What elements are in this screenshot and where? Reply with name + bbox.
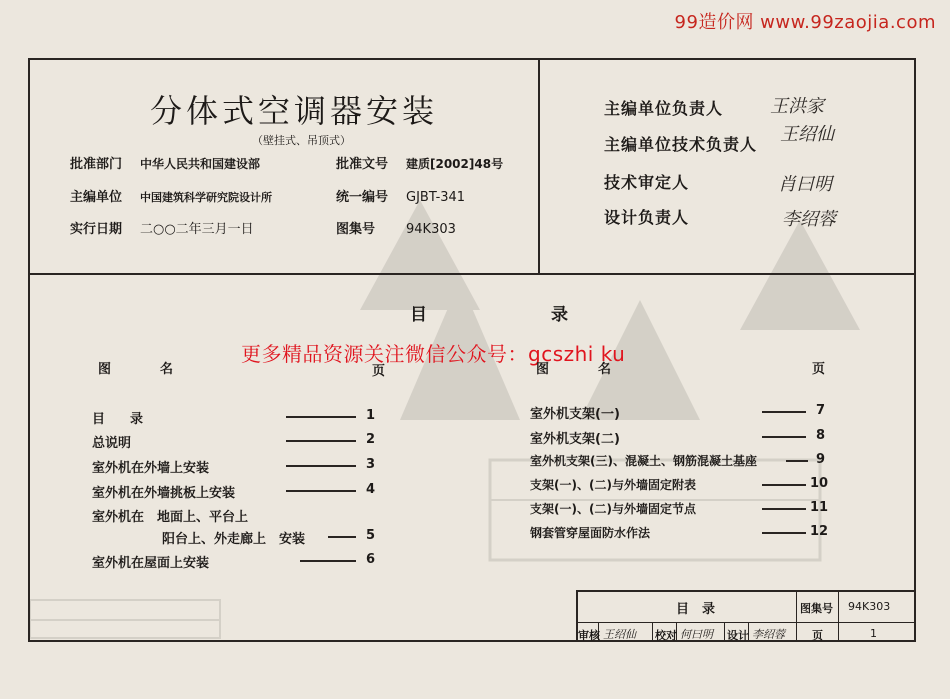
left-col-name-header: 图 名 bbox=[98, 362, 192, 377]
unified-no-label: 统一编号 bbox=[336, 190, 389, 205]
signature-name-1: 王绍仙 bbox=[780, 124, 834, 145]
toc-left-3-name: 室外机在外墙挑板上安装 bbox=[92, 486, 236, 501]
tb-atlas-label: 图集号 bbox=[800, 602, 833, 615]
toc-left-2-page: 3 bbox=[366, 457, 376, 472]
unified-no: GJBT-341 bbox=[406, 190, 466, 205]
tb-page-label: 页 bbox=[812, 629, 823, 642]
atlas-no: 94K303 bbox=[406, 222, 456, 237]
toc-leader bbox=[286, 416, 356, 418]
signature-role-3: 设计负责人 bbox=[604, 208, 690, 227]
toc-left-2-name: 室外机在外墙上安装 bbox=[92, 461, 210, 476]
effective-date: 二○○二年三月一日 bbox=[140, 222, 254, 237]
toc-leader bbox=[762, 436, 806, 438]
tb-check-label: 校对 bbox=[655, 629, 677, 642]
meta-row-approval bbox=[70, 153, 503, 172]
document-title: 分体式空调器安装 bbox=[150, 92, 439, 130]
tb-check-sign: 何曰明 bbox=[680, 628, 713, 641]
contents-title: 目 录 bbox=[410, 305, 598, 325]
toc-leader bbox=[286, 490, 356, 492]
signature-role-1: 主编单位技术负责人 bbox=[604, 135, 758, 154]
site-watermark: 99造价网 www.99zaojia.com bbox=[674, 12, 936, 33]
signature-role-2: 技术审定人 bbox=[604, 173, 690, 192]
toc-left-5-page: 5 bbox=[366, 528, 376, 543]
toc-right-3-name: 支架(一)、(二)与外墙固定附表 bbox=[530, 478, 696, 492]
title-block-divider bbox=[796, 590, 797, 642]
toc-right-0-page: 7 bbox=[816, 403, 826, 418]
title-block-divider bbox=[838, 590, 839, 642]
toc-leader bbox=[762, 411, 806, 413]
signature-name-3: 李绍蓉 bbox=[782, 209, 836, 230]
left-col-page-header: 页 bbox=[372, 364, 386, 379]
atlas-no-label: 图集号 bbox=[336, 222, 376, 237]
approval-doc-label: 批准文号 bbox=[336, 157, 389, 172]
toc-leader bbox=[762, 532, 806, 534]
toc-left-6-page: 6 bbox=[366, 552, 376, 567]
meta-row-editor bbox=[70, 186, 465, 205]
toc-left-5-name: 阳台上、外走廊上 安装 bbox=[162, 532, 306, 547]
right-col-name-header: 图 名 bbox=[536, 362, 630, 377]
toc-left-6-name: 室外机在屋面上安装 bbox=[92, 556, 210, 571]
toc-right-4-page: 11 bbox=[810, 500, 829, 515]
toc-right-4-name: 支架(一)、(二)与外墙固定节点 bbox=[530, 502, 696, 516]
tb-review-sign: 王绍仙 bbox=[603, 628, 636, 641]
signature-role-0: 主编单位负责人 bbox=[604, 99, 724, 118]
toc-right-1-name: 室外机支架(二) bbox=[530, 432, 620, 447]
toc-right-5-page: 12 bbox=[810, 524, 829, 539]
toc-leader bbox=[762, 484, 806, 486]
title-block-divider bbox=[724, 622, 725, 642]
tb-drawing-title: 目 录 bbox=[676, 602, 716, 617]
approval-doc: 建质[2002]48号 bbox=[406, 157, 504, 171]
signature-name-0: 王洪家 bbox=[770, 96, 824, 117]
toc-leader bbox=[762, 508, 806, 510]
toc-left-3-page: 4 bbox=[366, 482, 376, 497]
effective-date-label: 实行日期 bbox=[70, 222, 123, 237]
right-col-page-header: 页 bbox=[812, 362, 826, 377]
tb-design-sign: 李绍蓉 bbox=[752, 628, 785, 641]
document-subtitle: （壁挂式、吊顶式） bbox=[252, 134, 351, 147]
toc-right-0-name: 室外机支架(一) bbox=[530, 407, 620, 422]
editor-unit: 中国建筑科学研究院设计所 bbox=[140, 191, 272, 204]
signature-name-2: 肖曰明 bbox=[778, 174, 832, 195]
approval-dept: 中华人民共和国建设部 bbox=[140, 157, 261, 171]
toc-right-2-name: 室外机支架(三)、混凝土、钢筋混凝土基座 bbox=[530, 454, 757, 468]
toc-right-1-page: 8 bbox=[816, 428, 826, 443]
toc-left-0-page: 1 bbox=[366, 408, 376, 423]
meta-row-effective bbox=[70, 218, 456, 237]
tb-review-label: 审核 bbox=[578, 629, 600, 642]
approval-dept-label: 批准部门 bbox=[70, 157, 123, 172]
editor-unit-label: 主编单位 bbox=[70, 190, 123, 205]
tb-page-no: 1 bbox=[870, 627, 877, 640]
toc-left-0-name: 目 录 bbox=[92, 412, 150, 427]
title-block-divider bbox=[652, 622, 653, 642]
header-divider-vertical bbox=[538, 58, 540, 274]
toc-left-4-name: 室外机在 地面上、平台上 bbox=[92, 510, 249, 525]
header-divider-horizontal bbox=[28, 273, 916, 275]
toc-leader bbox=[786, 460, 808, 462]
toc-right-3-page: 10 bbox=[810, 476, 829, 491]
toc-leader bbox=[286, 440, 356, 442]
toc-right-2-page: 9 bbox=[816, 452, 826, 467]
toc-leader bbox=[328, 536, 356, 538]
promo-banner: 更多精品资源关注微信公众号：gcszhi ku bbox=[241, 342, 626, 366]
toc-leader bbox=[300, 560, 356, 562]
toc-left-1-page: 2 bbox=[366, 432, 376, 447]
toc-leader bbox=[286, 465, 356, 467]
title-block-divider bbox=[576, 622, 916, 623]
tb-atlas-no: 94K303 bbox=[848, 600, 891, 613]
toc-right-5-name: 钢套管穿屋面防水作法 bbox=[530, 526, 651, 540]
toc-left-1-name: 总说明 bbox=[92, 436, 132, 451]
tb-design-label: 设计 bbox=[727, 629, 749, 642]
